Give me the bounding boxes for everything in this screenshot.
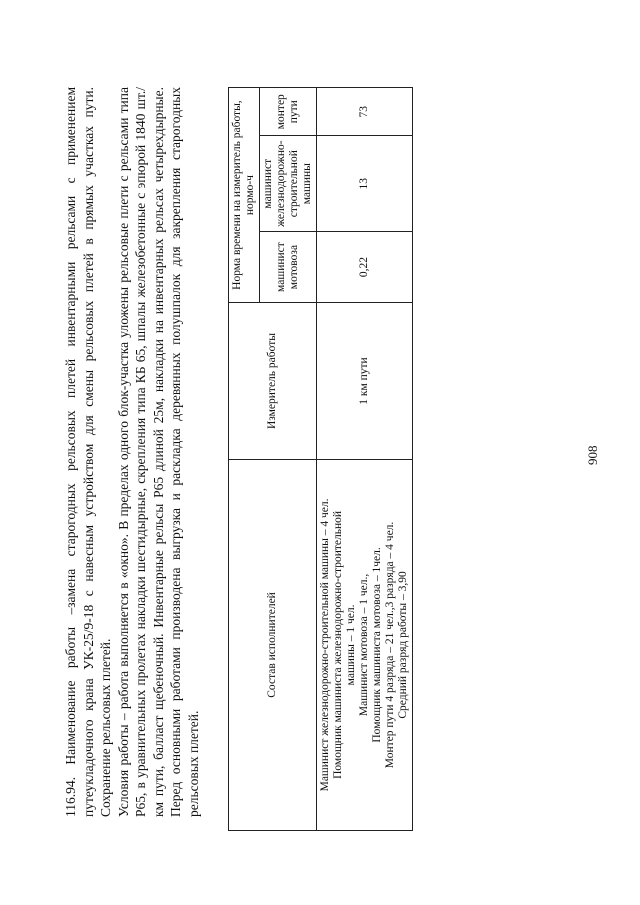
subheader-machine-driver: машинист железнодорожно-строительной машины: [260, 136, 317, 231]
staff-line: Помощник машиниста мотовоза – 1чел.: [371, 547, 383, 743]
work-heading: 116.94. Наименование работы –замена старогодных рельсовых плетей инвентарными рельсами с применением путеукладочного крана УК-25/9-18 с навесным устройством для смены рельсовых плетей в прямых участках пути. Сохранение рельсовых плетей.: [63, 87, 113, 817]
meter-value: 1 км пути: [317, 303, 413, 460]
subheader-motor-driver: машинист мотовоза: [260, 231, 317, 302]
work-description: [62, 87, 202, 817]
staff-line: Монтер пути 4 разряда – 21 чел.,3 разряда – 4 чел.: [384, 521, 396, 769]
staff-line: Машинист мотовоза – 1 чел.,: [358, 573, 370, 717]
staff-line: Помощник машиниста железнодорожно-строительной: [332, 510, 344, 779]
staff-line: Машинист железнодорожно-строительной машины – 4 чел.: [319, 498, 331, 792]
value-motor-driver: 0,22: [317, 231, 413, 302]
work-conditions: Условия работы – работа выполняется в «окно». В пределах одного блок-участка уложены рельсовые плети с рельсами типа Р65, в уравнительных пролетах накладки шестидырные, скрепления типа КБ 65, шпалы железобетонные с эпюрой 1840 шт./км пути, балласт щебеночный. Инвентарные рельсы Р65 длиной 25м, накладки на инвентарных рельсах четырехдырные. Перед основными работами производена выгрузка и раскладка деревянных полушпалок для закрепления старогодных рельсовых плетей.: [115, 87, 201, 817]
header-meter: Измеритель работы: [229, 303, 317, 460]
table-header-row: [229, 88, 260, 831]
staff-line: Средний разряд работы – 3,90: [397, 571, 409, 719]
norm-table: [228, 87, 413, 831]
page-number: 908: [585, 445, 600, 465]
staff-cell: [317, 459, 413, 830]
value-machine-driver: 13: [317, 136, 413, 231]
header-staff: Состав исполнителей: [229, 459, 317, 830]
value-track-fitter: 73: [317, 88, 413, 136]
subheader-track-fitter: монтер пути: [260, 88, 317, 136]
header-norm: Норма времени на измеритель работы, нормо-ч: [229, 88, 260, 303]
staff-line: машины – 1 чел.: [345, 604, 357, 686]
table-row: [317, 88, 413, 831]
